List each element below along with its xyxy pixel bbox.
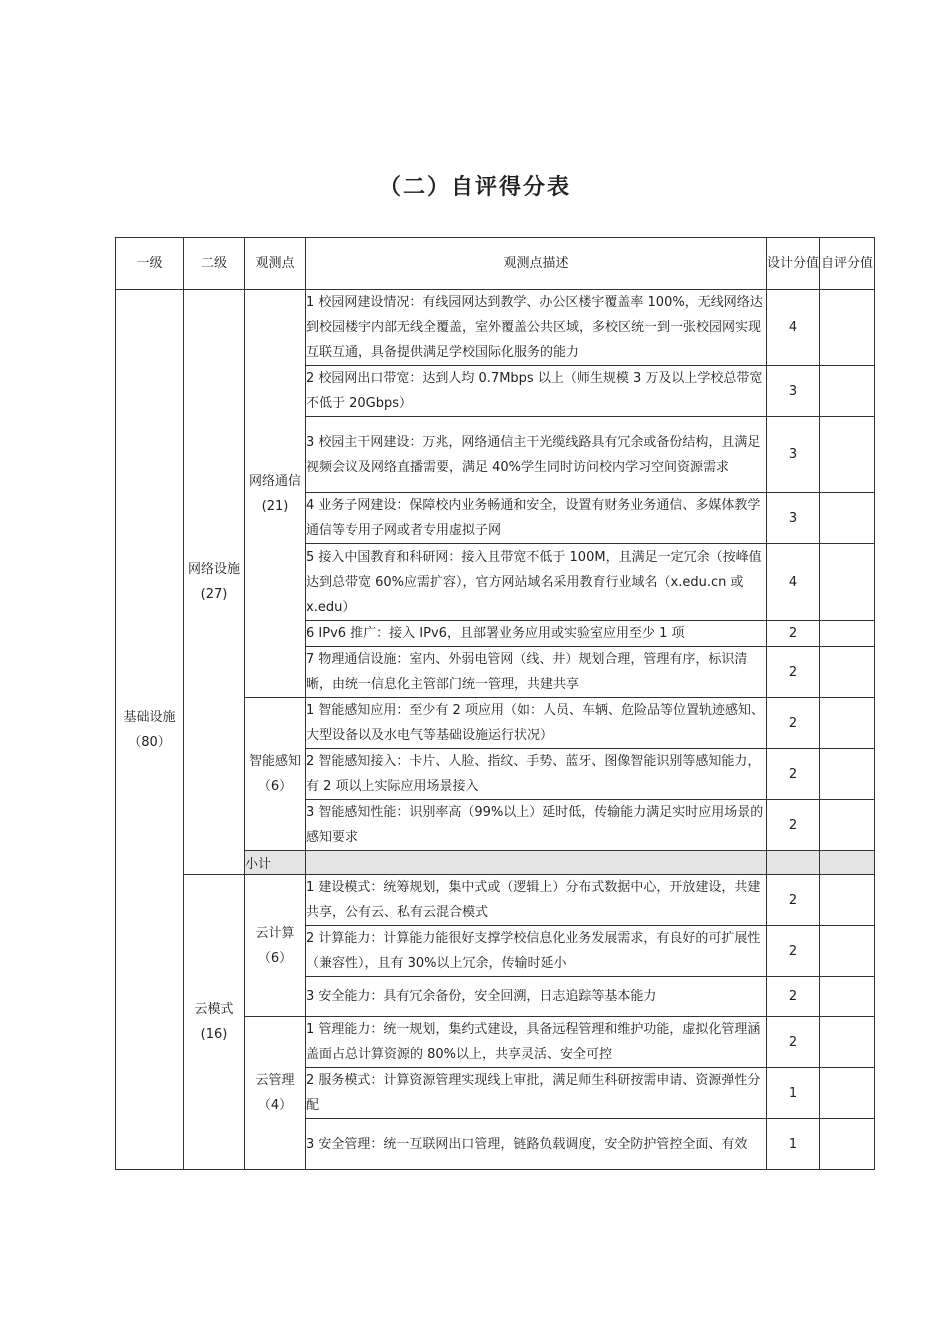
subtotal-design-cell [767,851,820,875]
description-cell: 6 IPv6 推广：接入 IPv6，且部署业务应用或实验室应用至少 1 项 [306,621,767,647]
page-title: （二）自评得分表 [378,174,571,200]
header-row [116,238,875,290]
self-score-cell [820,800,875,851]
design-score-cell: 2 [767,749,820,800]
obs-point-cell: 智能感知（6） [245,698,306,851]
description-cell: 2 服务模式：计算资源管理实现线上审批，满足师生科研按需申请、资源弹性分配 [306,1068,767,1119]
obs-point-cell: 云计算（6） [245,875,306,1017]
self-score-cell [820,1068,875,1119]
description-cell: 7 物理通信设施：室内、外弱电管网（线、井）规划合理，管理有序，标识清晰，由统一信息化主管部门统一管理，共建共享 [306,647,767,698]
self-score-cell [820,749,875,800]
design-score-cell: 2 [767,647,820,698]
description-cell: 2 计算能力：计算能力能很好支撑学校信息化业务发展需求，有良好的可扩展性（兼容性），且有 30%以上冗余，传输时延小 [306,926,767,977]
self-score-cell [820,926,875,977]
obs-point-cell: 网络通信(21) [245,290,306,698]
level1-cell: 基础设施（80） [116,290,184,1170]
self-score-cell [820,1017,875,1068]
design-score-cell: 1 [767,1068,820,1119]
level2-cell: 网络设施(27) [184,290,245,875]
self-score-cell [820,647,875,698]
description-cell: 2 智能感知接入：卡片、人脸、指纹、手势、蓝牙、图像智能识别等感知能力，有 2 项以上实际应用场景接入 [306,749,767,800]
header-level1: 一级 [116,238,184,290]
design-score-cell: 2 [767,926,820,977]
description-cell: 3 智能感知性能：识别率高（99%以上）延时低，传输能力满足实时应用场景的感知要求 [306,800,767,851]
header-level2: 二级 [184,238,245,290]
description-cell: 3 安全管理：统一互联网出口管理，链路负载调度，安全防护管控全面、有效 [306,1119,767,1170]
self-score-cell [820,1119,875,1170]
self-score-cell [820,544,875,621]
level2-cell: 云模式(16) [184,875,245,1170]
design-score-cell: 2 [767,977,820,1017]
description-cell: 1 校园网建设情况：有线园网达到教学、办公区楼宇覆盖率 100%，无线网络达到校园楼宇内部无线全覆盖，室外覆盖公共区域，多校区统一到一张校园网实现互联互通，具备提供满足学校国际化服务的能力 [306,290,767,366]
self-score-cell [820,875,875,926]
self-score-cell [820,366,875,417]
description-cell: 4 业务子网建设：保障校内业务畅通和安全，设置有财务业务通信、多媒体教学通信等专用子网或者专用虚拟子网 [306,493,767,544]
description-cell: 1 建设模式：统筹规划，集中式或（逻辑上）分布式数据中心，开放建设，共建共享，公有云、私有云混合模式 [306,875,767,926]
self-score-cell [820,417,875,493]
header-description: 观测点描述 [306,238,767,290]
table-row [116,290,875,366]
design-score-cell: 2 [767,800,820,851]
table-row [116,875,875,926]
description-cell: 1 管理能力：统一规划，集约式建设，具备远程管理和维护功能，虚拟化管理涵盖面占总计算资源的 80%以上，共享灵活、安全可控 [306,1017,767,1068]
design-score-cell: 3 [767,366,820,417]
design-score-cell: 4 [767,290,820,366]
design-score-cell: 2 [767,621,820,647]
self-score-cell [820,698,875,749]
description-cell: 1 智能感知应用：至少有 2 项应用（如：人员、车辆、危险品等位置轨迹感知、大型设备以及水电气等基础设施运行状况） [306,698,767,749]
description-cell: 2 校园网出口带宽：达到人均 0.7Mbps 以上（师生规模 3 万及以上学校总带宽不低于 20Gbps） [306,366,767,417]
design-score-cell: 4 [767,544,820,621]
self-evaluation-table [115,237,875,1170]
design-score-cell: 1 [767,1119,820,1170]
obs-point-cell: 云管理（4） [245,1017,306,1170]
description-cell: 5 接入中国教育和科研网：接入且带宽不低于 100M，且满足一定冗余（按峰值达到总带宽 60%应需扩容），官方网站域名采用教育行业域名（x.edu.cn 或 x.edu） [306,544,767,621]
description-cell: 3 校园主干网建设：万兆，网络通信主干光缆线路具有冗余或备份结构，且满足视频会议及网络直播需要，满足 40%学生同时访问校内学习空间资源需求 [306,417,767,493]
subtotal-label: 小计 [245,851,306,875]
header-obs-point: 观测点 [245,238,306,290]
description-cell: 3 安全能力：具有冗余备份，安全回溯，日志追踪等基本能力 [306,977,767,1017]
self-score-cell [820,493,875,544]
design-score-cell: 2 [767,875,820,926]
design-score-cell: 3 [767,493,820,544]
design-score-cell: 2 [767,1017,820,1068]
header-design-score: 设计分值 [767,238,820,290]
design-score-cell: 3 [767,417,820,493]
self-score-cell [820,621,875,647]
subtotal-description-cell [306,851,767,875]
subtotal-self-cell [820,851,875,875]
self-score-cell [820,977,875,1017]
design-score-cell: 2 [767,698,820,749]
header-self-score: 自评分值 [820,238,875,290]
self-score-cell [820,290,875,366]
